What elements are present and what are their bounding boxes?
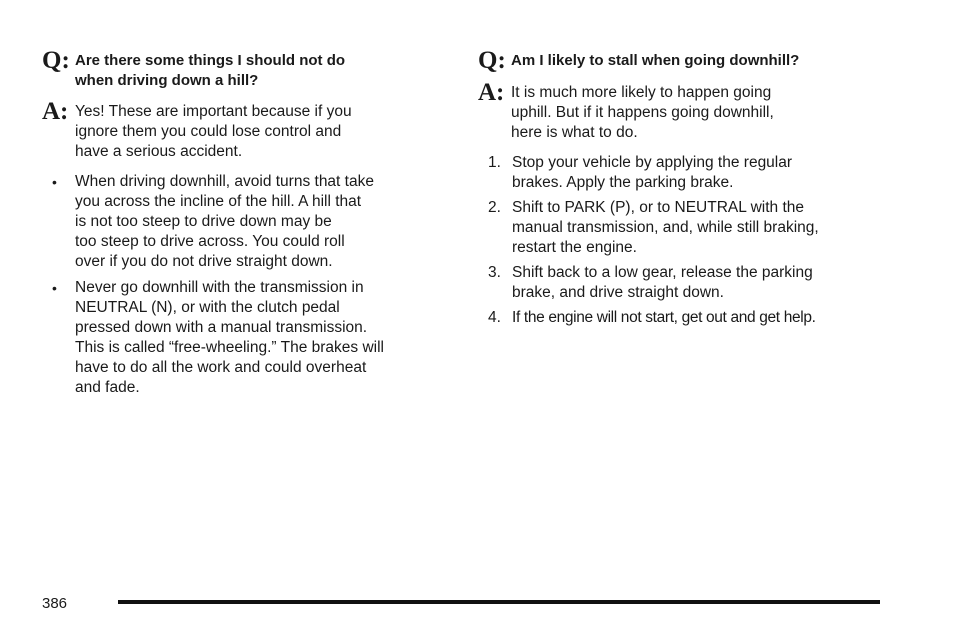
question-line: when driving down a hill?	[75, 72, 259, 89]
answer-line: have a serious accident.	[75, 143, 243, 160]
answer-text	[511, 82, 774, 143]
answer-block	[478, 79, 898, 143]
step-text	[512, 153, 792, 193]
step-item	[478, 198, 898, 258]
step-line: Shift to PARK (P), or to NEUTRAL with the	[512, 199, 805, 216]
answer-block	[42, 98, 442, 162]
step-text	[512, 198, 819, 258]
answer-line: uphill. But if it happens going downhill,	[511, 104, 774, 121]
step-text	[512, 308, 816, 328]
a-label: A:	[478, 79, 505, 106]
q-label: Q:	[42, 47, 70, 74]
bullet-icon: •	[52, 280, 57, 296]
step-line: brake, and drive straight down.	[512, 284, 724, 301]
page-number: 386	[42, 595, 68, 612]
bullet-text	[75, 278, 384, 398]
bullet-line: you across the incline of the hill. A hill that	[75, 193, 362, 210]
bullet-icon: •	[52, 174, 57, 190]
q-label: Q:	[478, 47, 506, 74]
bullet-line: is not too steep to drive down may be	[75, 213, 332, 230]
question-line: Are there some things I should not do	[75, 52, 346, 69]
left-column	[42, 47, 442, 404]
step-item	[478, 263, 898, 303]
step-line: If the engine will not start, get out and get help.	[512, 309, 816, 326]
question-block	[478, 47, 898, 74]
answer-line: Yes! These are important because if you	[75, 103, 352, 120]
footer-rule	[118, 600, 880, 604]
bullet-text	[75, 172, 374, 272]
answer-line: It is much more likely to happen going	[511, 84, 772, 101]
question-text	[75, 50, 345, 91]
answer-line: ignore them you could lose control and	[75, 123, 342, 140]
bullet-line: and fade.	[75, 379, 140, 396]
bullet-item	[42, 278, 442, 398]
question-text	[511, 50, 799, 71]
step-line: Shift back to a low gear, release the parking	[512, 264, 813, 281]
step-line: Stop your vehicle by applying the regular	[512, 154, 793, 171]
step-number: 4.	[488, 309, 501, 326]
question-block	[42, 47, 442, 91]
answer-line: here is what to do.	[511, 124, 638, 141]
bullet-line: pressed down with a manual transmission.	[75, 319, 368, 336]
question-line: Am I likely to stall when going downhill?	[511, 52, 800, 69]
step-number: 1.	[488, 154, 501, 171]
step-line: brakes. Apply the parking brake.	[512, 174, 734, 191]
bullet-item	[42, 172, 442, 272]
step-item	[478, 308, 898, 328]
steps-list	[478, 153, 898, 328]
bullet-list	[42, 172, 442, 398]
answer-text	[75, 101, 352, 162]
bullet-line: Never go downhill with the transmission in	[75, 279, 364, 296]
bullet-line: This is called “free-wheeling.” The brakes will	[75, 339, 384, 356]
bullet-line: have to do all the work and could overheat	[75, 359, 367, 376]
a-label: A:	[42, 98, 69, 125]
step-line: restart the engine.	[512, 239, 637, 256]
step-number: 2.	[488, 199, 501, 216]
bullet-line: over if you do not drive straight down.	[75, 253, 333, 270]
step-number: 3.	[488, 264, 501, 281]
right-column	[478, 47, 898, 333]
step-line: manual transmission, and, while still braking,	[512, 219, 819, 236]
step-text	[512, 263, 813, 303]
step-item	[478, 153, 898, 193]
bullet-line: NEUTRAL (N), or with the clutch pedal	[75, 299, 340, 316]
bullet-line: too steep to drive across. You could roll	[75, 233, 345, 250]
bullet-line: When driving downhill, avoid turns that take	[75, 173, 374, 190]
